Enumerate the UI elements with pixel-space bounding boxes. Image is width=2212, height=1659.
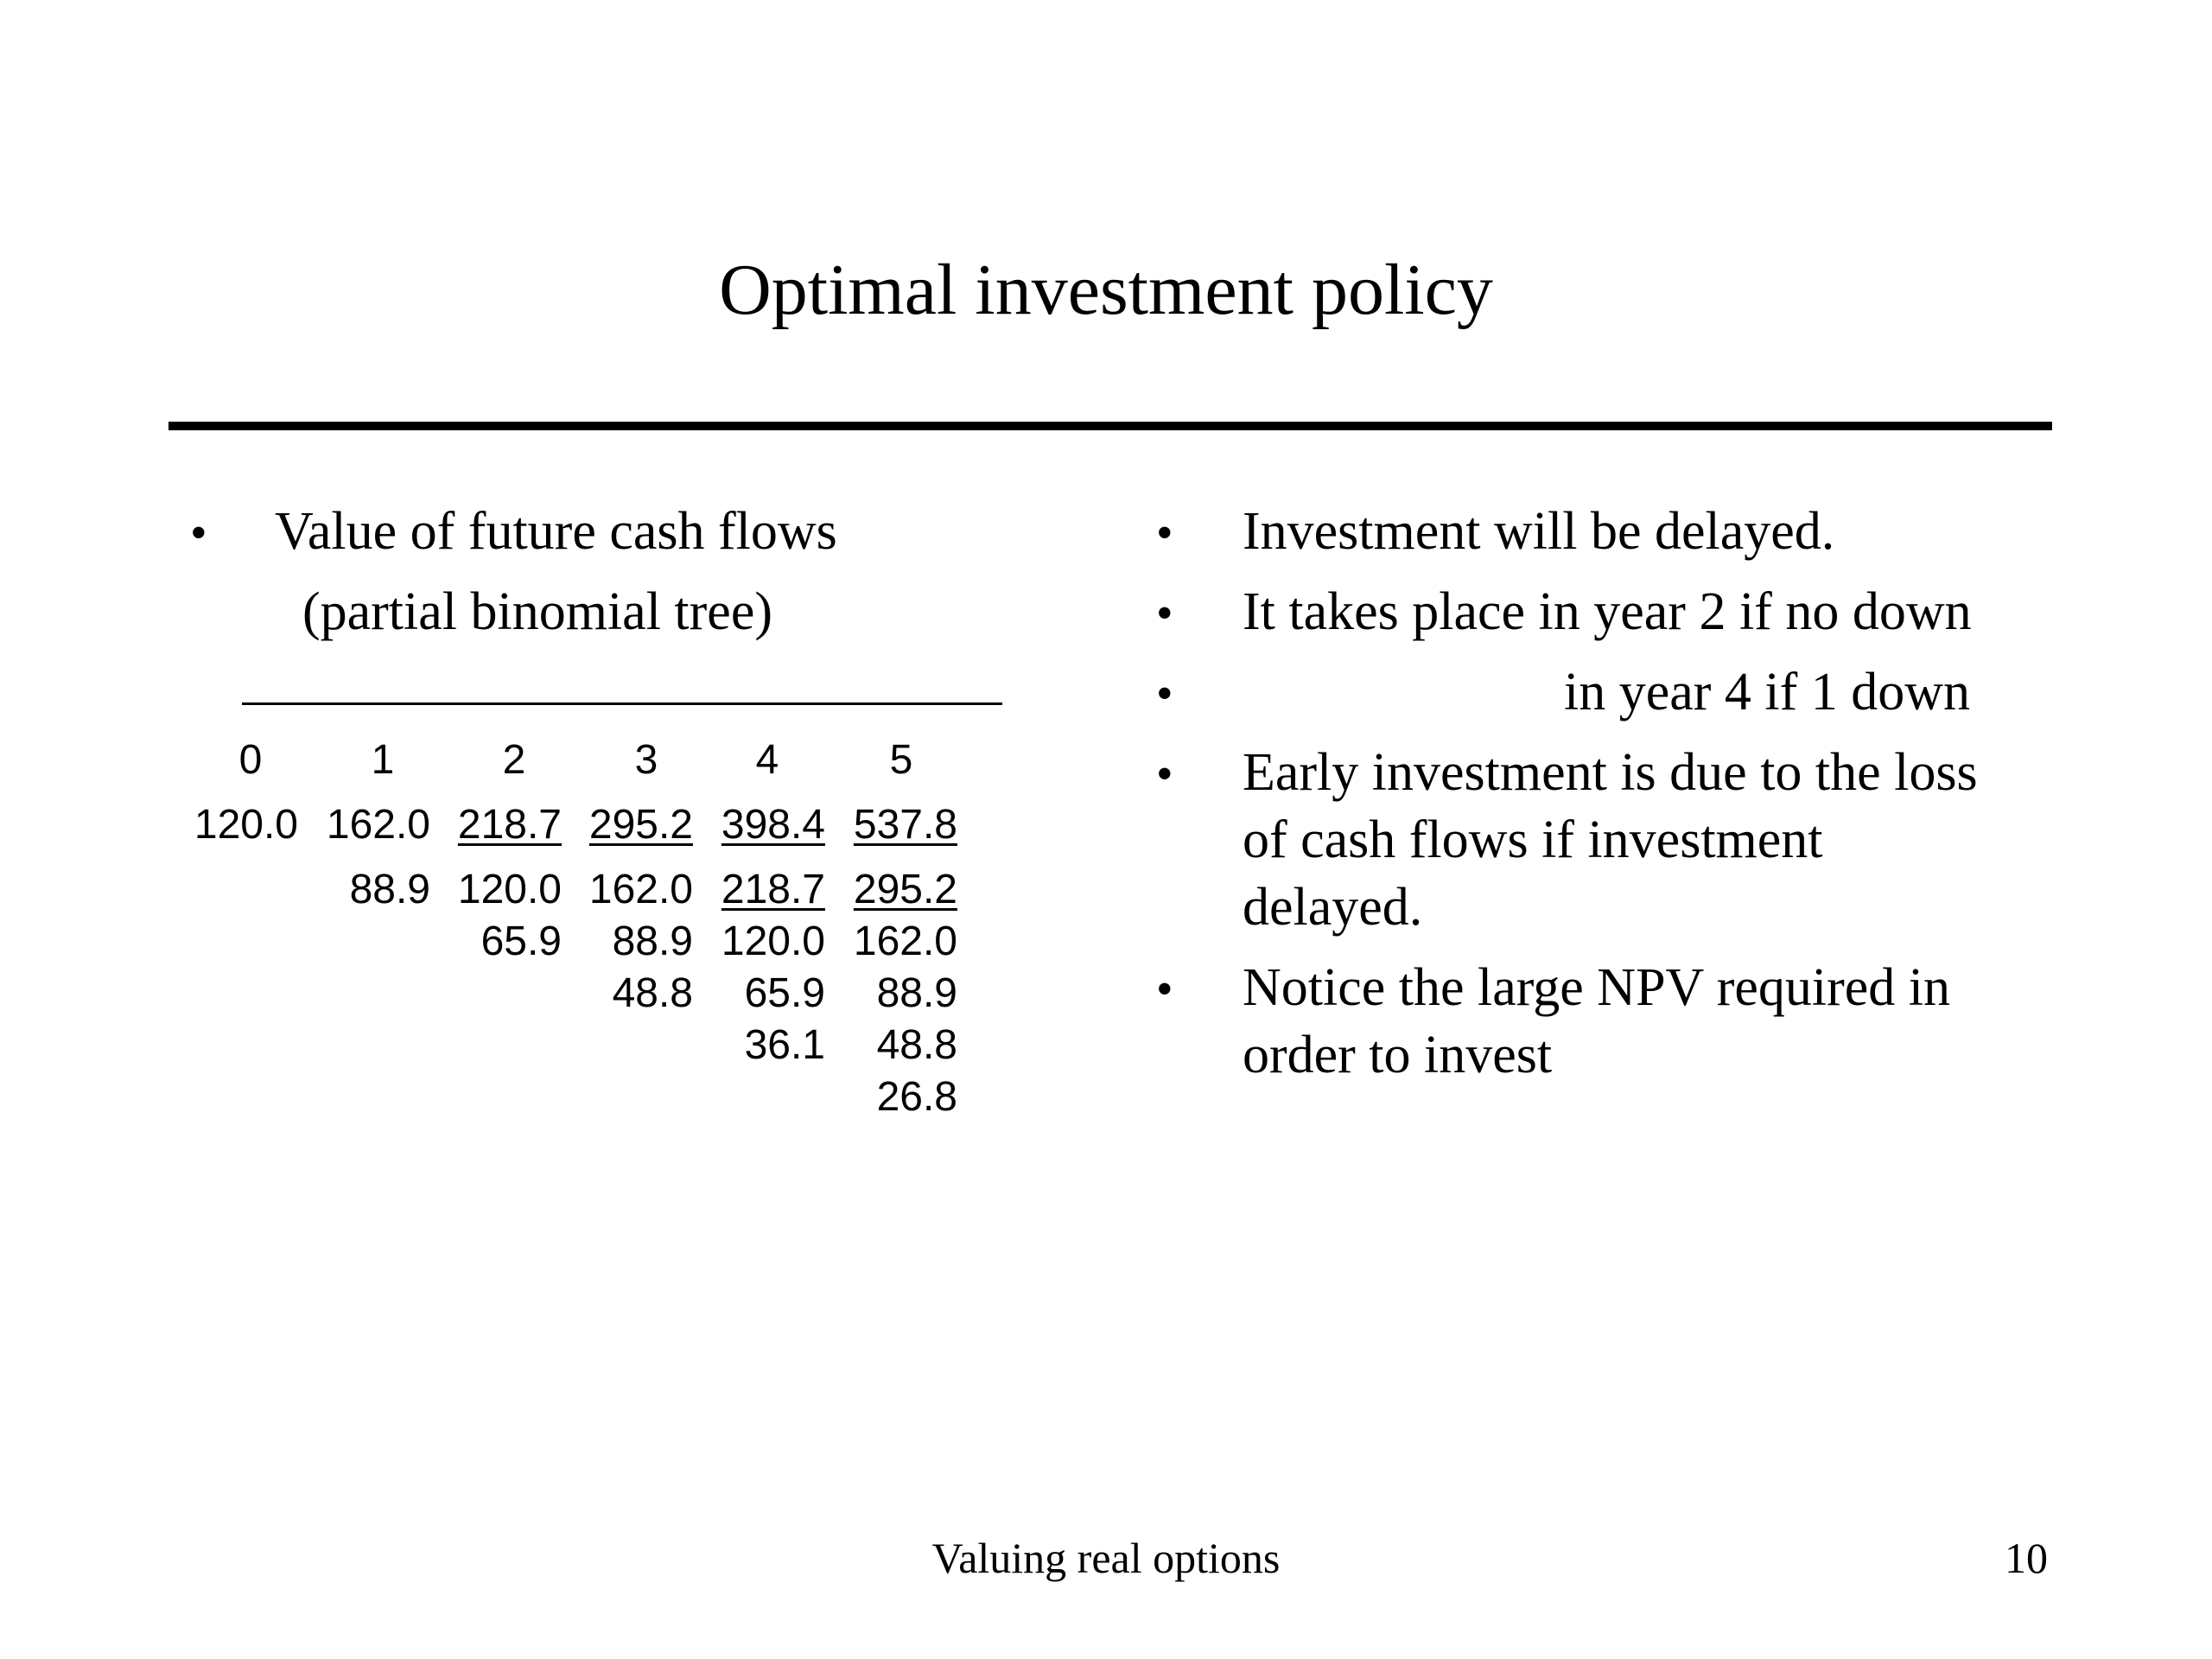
tree-node: 48.8: [612, 970, 693, 1016]
right-bullet-5-line: order to invest: [1243, 1026, 1553, 1084]
right-bullet-4-line: of cash flows if investment: [1243, 810, 1823, 869]
tree-node: 162.0: [588, 867, 693, 912]
tree-node-value: 295.2: [588, 802, 693, 848]
bullet-dot: •: [190, 506, 207, 560]
title-divider: [168, 422, 2052, 430]
tree-node-value: 398.4: [721, 802, 825, 848]
tree-node-invest: [563, 799, 693, 851]
tree-node: 162.0: [853, 918, 957, 964]
tree-node-invest: [828, 799, 957, 851]
tree-node: 120.0: [457, 867, 562, 912]
bullet-dot: •: [1156, 587, 1173, 640]
tree-year-header: 0: [238, 737, 263, 783]
right-bullet-4-line: Early investment is due to the loss: [1243, 743, 1978, 802]
tree-node: 65.9: [480, 918, 562, 964]
slide-title: Optimal investment policy: [719, 250, 1493, 330]
tree-year-header: 2: [502, 737, 526, 783]
right-bullet-4-line: delayed.: [1243, 878, 1423, 937]
right-bullet-3: in year 4 if 1 down: [1564, 663, 1971, 721]
tree-node-value: 295.2: [853, 867, 957, 912]
tree-header-rule: [242, 702, 1002, 705]
tree-year-header: 3: [634, 737, 658, 783]
bullet-dot: •: [1156, 667, 1173, 721]
tree-node: 48.8: [876, 1022, 957, 1068]
page-number: 10: [2005, 1534, 2048, 1582]
tree-node-value: 218.7: [721, 867, 825, 912]
tree-node-invest: [696, 799, 825, 851]
right-bullet-1: Investment will be delayed.: [1243, 502, 1835, 561]
tree-node: 120.0: [721, 918, 825, 964]
tree-year-header: 5: [889, 737, 913, 783]
tree-node-invest: [828, 864, 957, 916]
tree-year-header: 1: [371, 737, 395, 783]
tree-year-header: 4: [755, 737, 779, 783]
bullet-dot: •: [1156, 506, 1173, 560]
footer-title: Valuing real options: [931, 1534, 1281, 1582]
left-bullet-subtext: (partial binomial tree): [302, 582, 772, 641]
tree-node-value: 218.7: [457, 802, 562, 848]
tree-node: 162.0: [326, 802, 430, 848]
tree-node: 36.1: [744, 1022, 825, 1068]
bullet-dot: •: [1156, 963, 1173, 1016]
tree-node: 65.9: [744, 970, 825, 1016]
tree-node-value: 537.8: [853, 802, 957, 848]
bullet-dot: •: [1156, 747, 1173, 801]
left-bullet-text: Value of future cash flows: [275, 502, 837, 561]
tree-node: 88.9: [612, 918, 693, 964]
right-bullet-5-line: Notice the large NPV required in: [1243, 958, 1950, 1017]
right-bullet-2: It takes place in year 2 if no down: [1243, 582, 1972, 641]
tree-node: 88.9: [349, 867, 430, 912]
tree-node-invest: [432, 799, 562, 851]
tree-node: 88.9: [876, 970, 957, 1016]
tree-node: 26.8: [876, 1074, 957, 1120]
tree-node-invest: [696, 864, 825, 916]
tree-node: 120.0: [194, 802, 298, 848]
